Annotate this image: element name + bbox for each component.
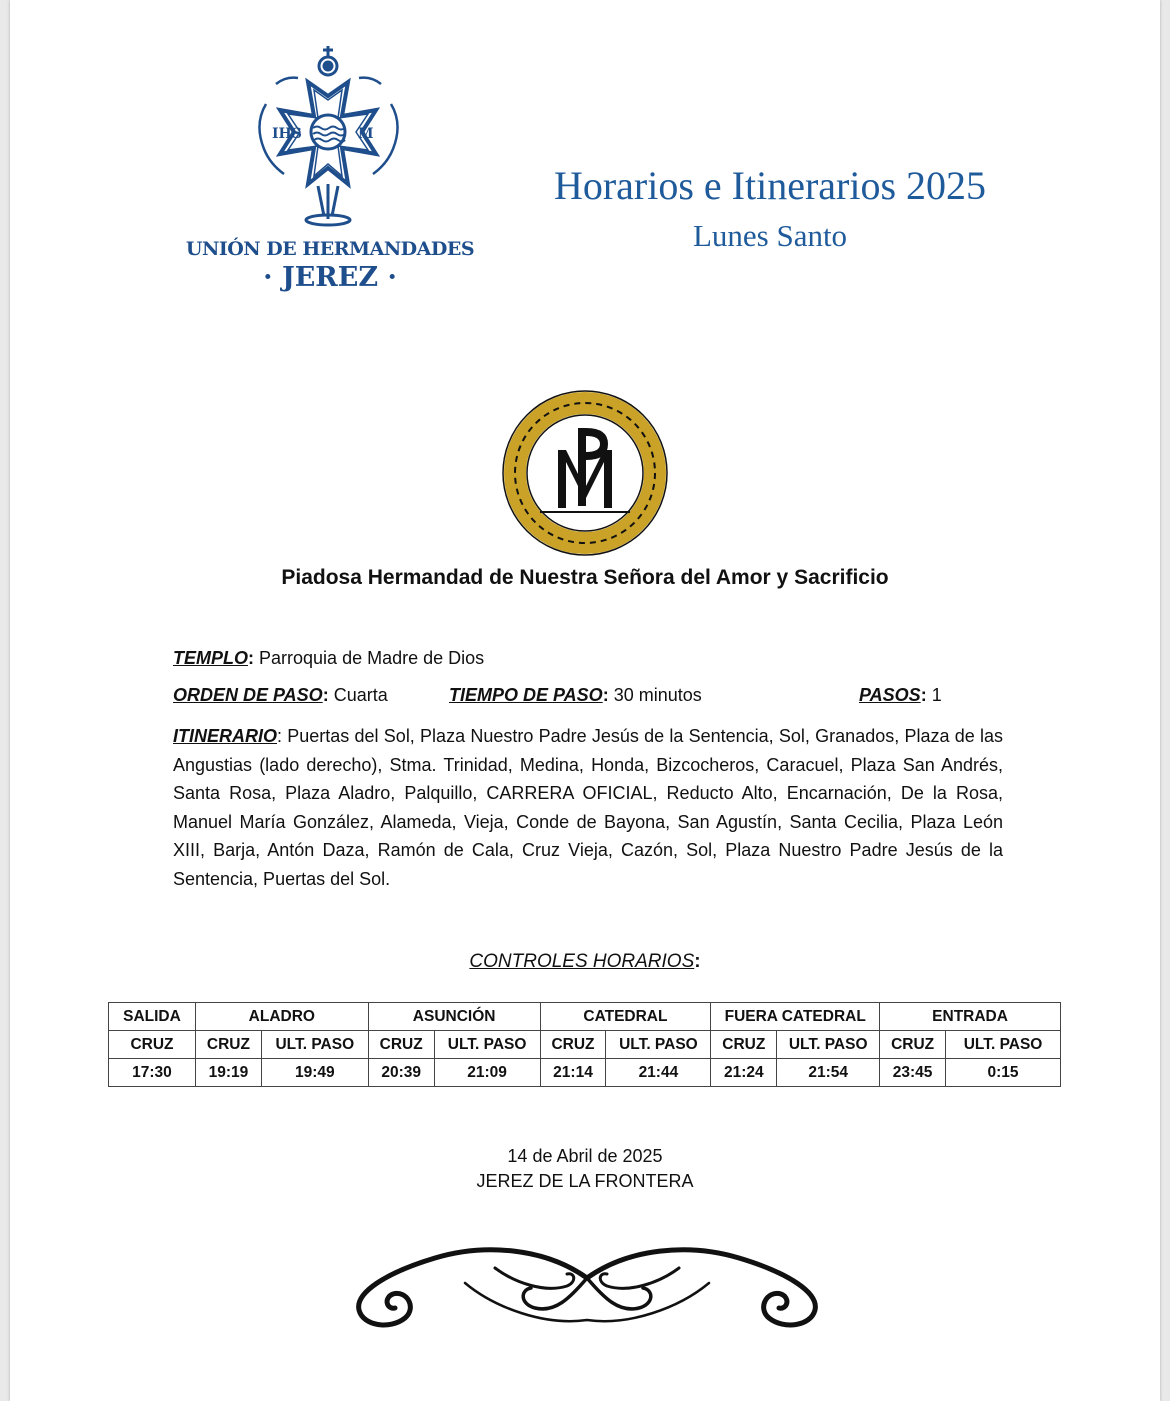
time-cell: 23:45	[880, 1059, 946, 1087]
page-subtitle: Lunes Santo	[692, 218, 848, 253]
time-cell: 19:49	[261, 1059, 368, 1087]
time-cell: 21:09	[434, 1059, 540, 1087]
group-header: SALIDA	[109, 1003, 196, 1031]
sub-header: ULT. PASO	[261, 1031, 368, 1059]
scroll-flourish-icon	[345, 1238, 830, 1338]
templo-label: TEMPLO	[173, 648, 248, 668]
orden-value: Cuarta	[333, 685, 388, 705]
sub-header: CRUZ	[711, 1031, 777, 1059]
itinerario-label: ITINERARIO	[173, 726, 278, 746]
templo-value: Parroquia de Madre de Dios	[259, 648, 485, 668]
svg-text:M: M	[358, 126, 374, 142]
sub-header: CRUZ	[880, 1031, 946, 1059]
group-header: CATEDRAL	[540, 1003, 711, 1031]
crown-of-thorns-monogram-icon	[500, 388, 670, 558]
time-cell: 21:14	[540, 1059, 606, 1087]
templo-line: TEMPLO: Parroquia de Madre de Dios	[173, 648, 485, 668]
group-header: FUERA CATEDRAL	[711, 1003, 880, 1031]
sub-header: CRUZ	[109, 1031, 196, 1059]
orden-label: ORDEN DE PASO	[173, 685, 323, 705]
sub-header: ULT. PASO	[777, 1031, 880, 1059]
sub-header: CRUZ	[540, 1031, 606, 1059]
pasos-value: 1	[931, 685, 942, 705]
controls-table	[108, 1002, 1061, 1087]
itinerario-value: Puertas del Sol, Plaza Nuestro Padre Jesús de la Sentencia, Sol, Granados, Plaza de las Angustias (lado derecho), Stma. Trinidad, Medina, Honda, Bizcocheros, Caracuel, Plaza San Andrés, Santa Rosa, Plaza Aladro, Palquillo, CARRERA OFICIAL, Reducto Alto, Encarnación, De la Rosa, Manuel María González, Alameda, Vieja, Conde de Bayona, San Agustín, Santa Cecilia, Plaza León XIII, Barja, Antón Daza, Ramón de Cala, Cruz Vieja, Cazón, Sol, Plaza Nuestro Padre Jesús de la Sentencia, Puertas del Sol.	[173, 726, 1003, 889]
svg-text:IHS: IHS	[272, 126, 302, 142]
pasos-group: PASOS: 1	[859, 685, 942, 705]
time-cell: 19:19	[195, 1059, 261, 1087]
group-header: ENTRADA	[880, 1003, 1061, 1031]
document-page	[10, 0, 1160, 1401]
group-header: ASUNCIÓN	[368, 1003, 540, 1031]
time-cell: 21:24	[711, 1059, 777, 1087]
brotherhood-name: Piadosa Hermandad de Nuestra Señora del Amor y Sacrificio	[281, 566, 889, 589]
time-cell: 21:44	[606, 1059, 711, 1087]
sub-header: ULT. PASO	[606, 1031, 711, 1059]
orden-group: ORDEN DE PASO: Cuarta	[173, 685, 388, 705]
time-cell: 20:39	[368, 1059, 434, 1087]
org-name: UNIÓN DE HERMANDADES	[185, 238, 475, 260]
sub-header: ULT. PASO	[434, 1031, 540, 1059]
table-subheader-row	[109, 1031, 1061, 1059]
tiempo-value: 30 minutos	[613, 685, 702, 705]
time-cell: 17:30	[109, 1059, 196, 1087]
itinerario-paragraph: ITINERARIO: Puertas del Sol, Plaza Nuestro Padre Jesús de la Sentencia, Sol, Granados, Plaza de las Angustias (lado derecho), Stma. Trinidad, Medina, Honda, Bizcocheros, Caracuel, Plaza San Andrés, Santa Rosa, Plaza Aladro, Palquillo, CARRERA OFICIAL, Reducto Alto, Encarnación, De la Rosa, Manuel María González, Alameda, Vieja, Conde de Bayona, San Agustín, Santa Cecilia, Plaza León XIII, Barja, Antón Daza, Ramón de Cala, Cruz Vieja, Cazón, Sol, Plaza Nuestro Padre Jesús de la Sentencia, Puertas del Sol.	[173, 726, 1003, 889]
union-hermandades-cross-icon	[246, 44, 411, 232]
org-city: · JEREZ ·	[263, 262, 397, 293]
sub-header: CRUZ	[195, 1031, 261, 1059]
pasos-label: PASOS	[859, 685, 921, 705]
tiempo-group: TIEMPO DE PASO: 30 minutos	[449, 685, 702, 705]
footer-city: JEREZ DE LA FRONTERA	[476, 1171, 694, 1191]
group-header: ALADRO	[195, 1003, 368, 1031]
controls-title: CONTROLES HORARIOS:	[469, 951, 701, 972]
page-title: Horarios e Itinerarios 2025	[553, 163, 987, 208]
footer-date: 14 de Abril de 2025	[507, 1146, 663, 1166]
sub-header: CRUZ	[368, 1031, 434, 1059]
sub-header: ULT. PASO	[946, 1031, 1061, 1059]
table-header-row	[109, 1003, 1061, 1031]
time-cell: 21:54	[777, 1059, 880, 1087]
table-row	[109, 1059, 1061, 1087]
tiempo-label: TIEMPO DE PASO	[449, 685, 603, 705]
time-cell: 0:15	[946, 1059, 1061, 1087]
